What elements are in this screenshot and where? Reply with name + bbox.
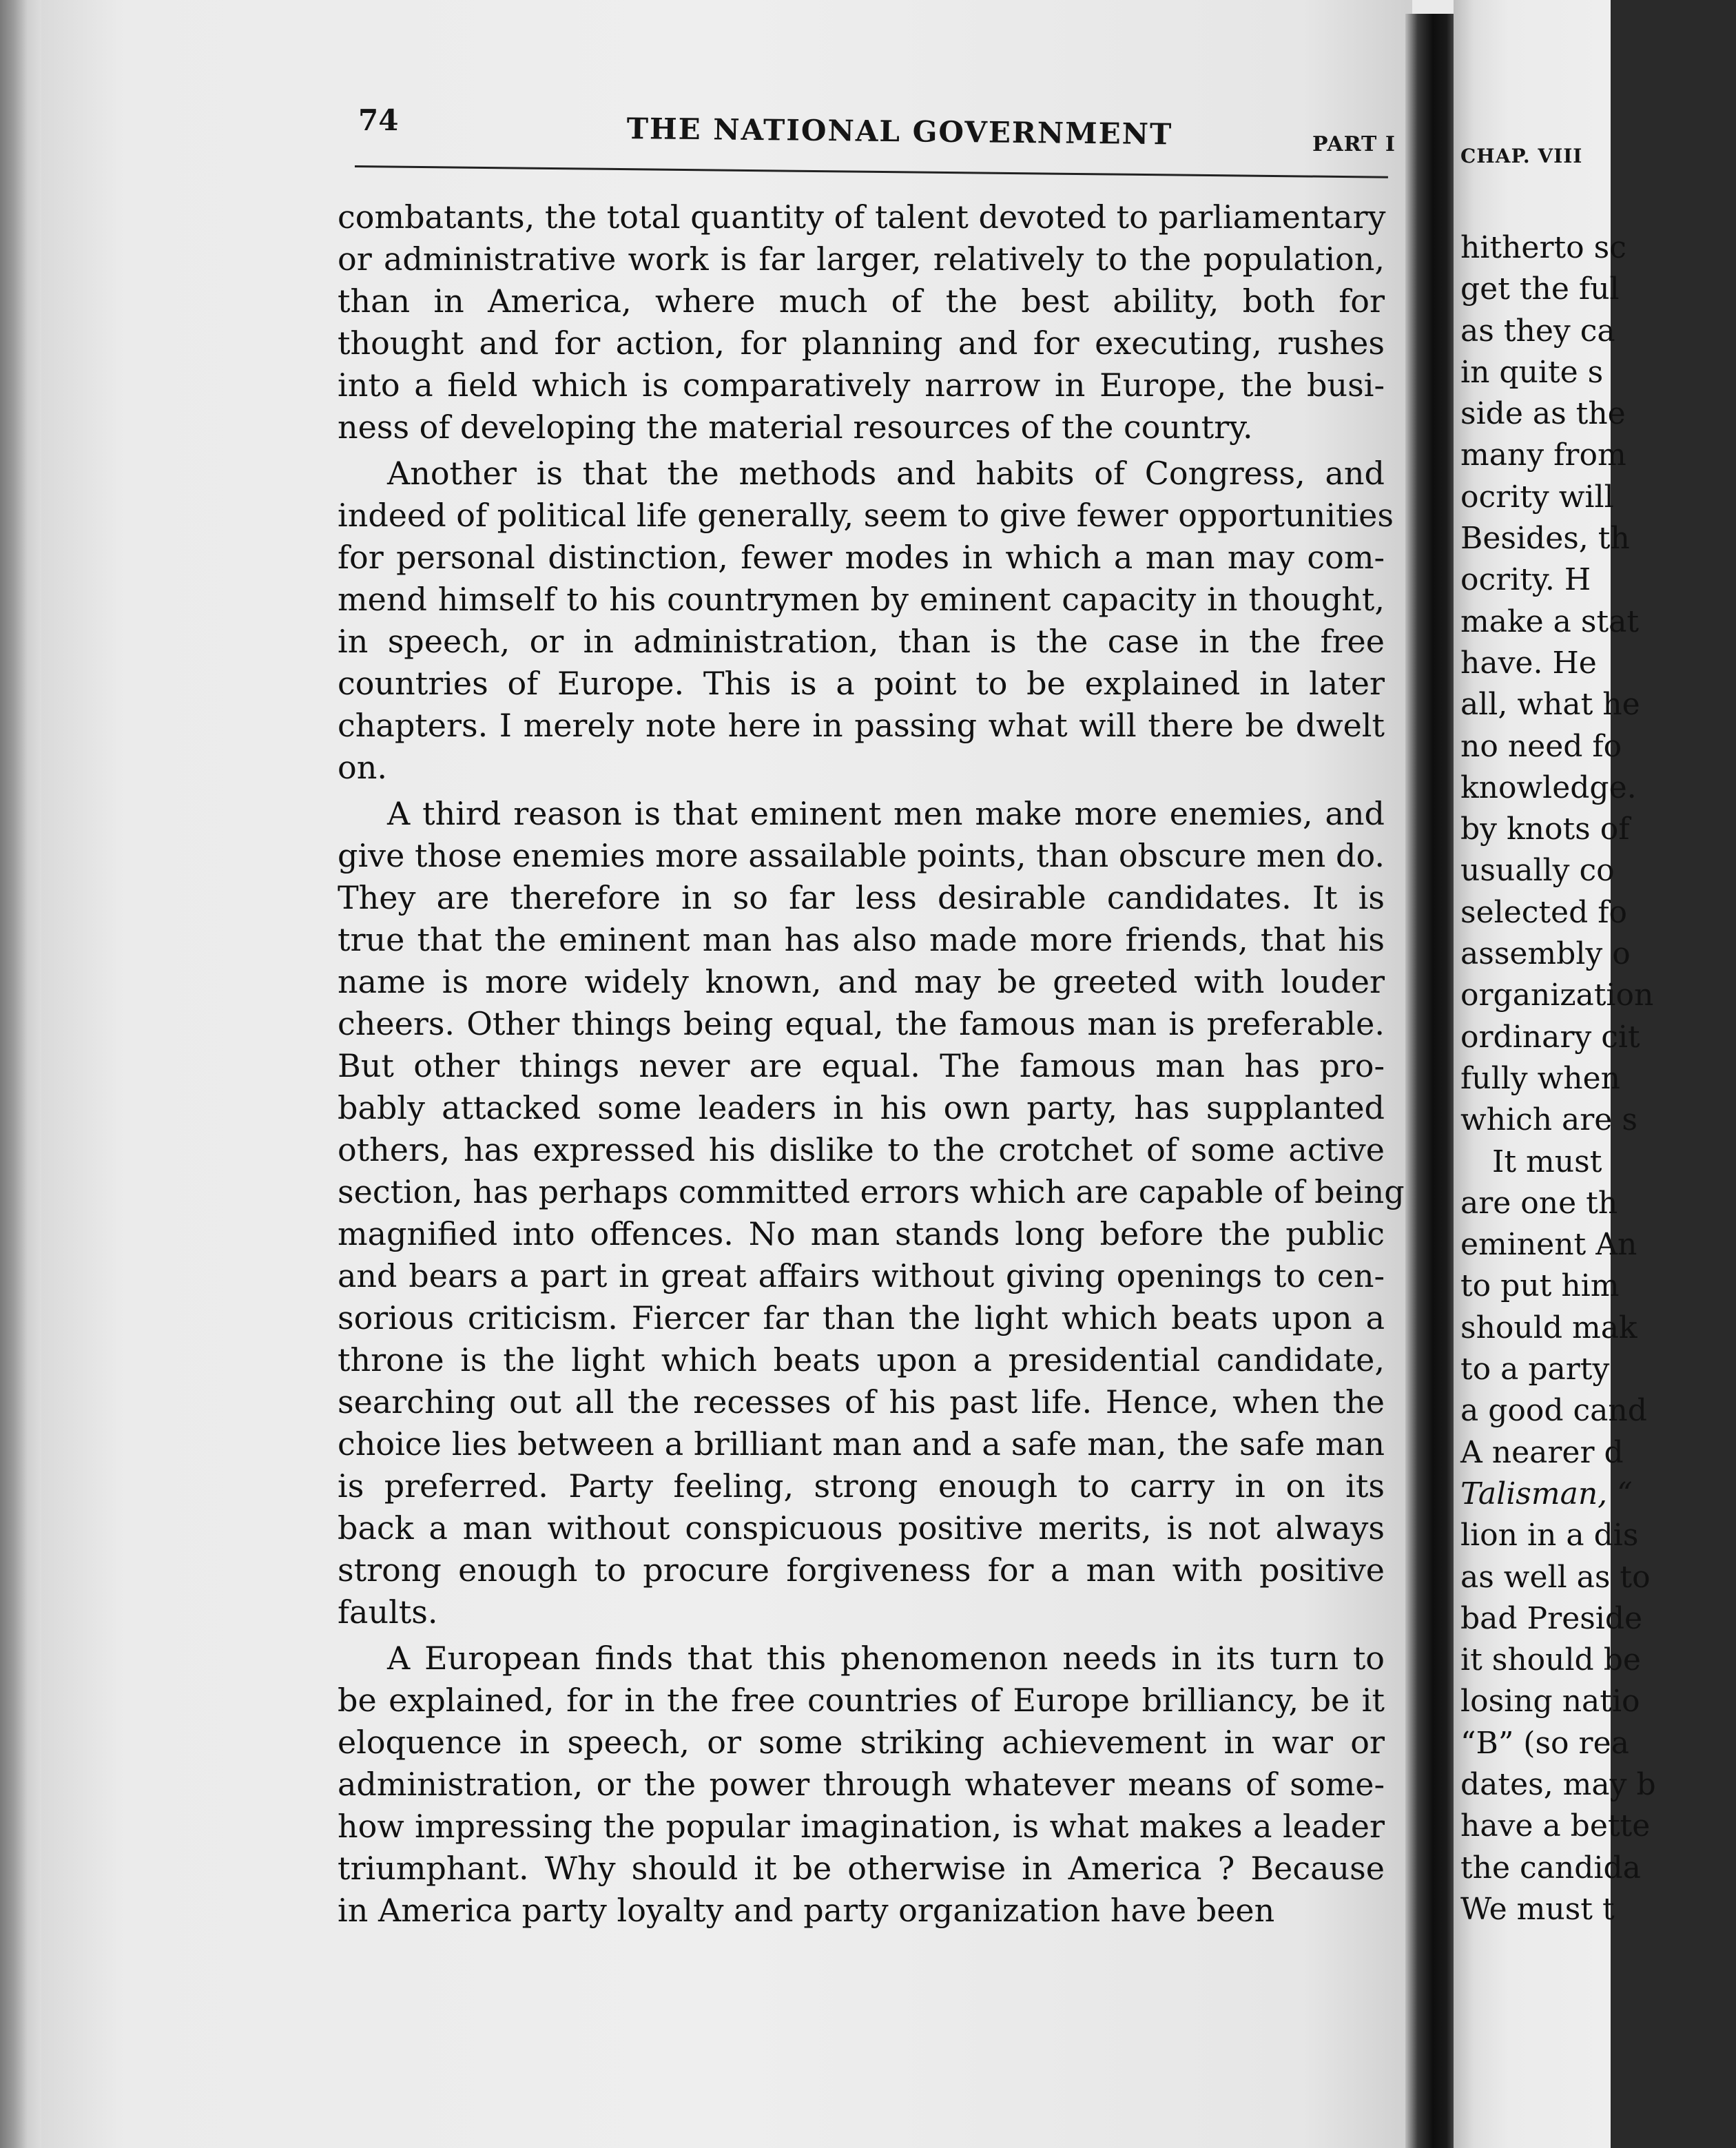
book-gutter [1405, 14, 1460, 2148]
text-line: on. [338, 749, 387, 786]
paragraph [338, 453, 1394, 789]
text-line: eloquence in speech, or some striking achievement in war or [338, 1724, 1385, 1761]
text-line: A third reason is that eminent men make more enemies, and [387, 795, 1385, 832]
text-line: Another is that the methods and habits of Congress, and [387, 455, 1385, 492]
text-line: true that the eminent man has also made more friends, that his [338, 921, 1385, 958]
right-text-line: ordinary cit [1460, 1019, 1640, 1055]
paragraph [338, 793, 1405, 1633]
right-text-line: ocrity will [1460, 479, 1614, 515]
right-text-line: the candida [1460, 1850, 1641, 1886]
right-text-line: all, what he [1460, 687, 1640, 723]
text-line: administration, or the power through whatever means of some- [338, 1766, 1385, 1803]
text-line: ness of developing the material resources of the country. [338, 409, 1253, 446]
right-text-line: side as the [1460, 396, 1626, 432]
right-text-line: usually co [1460, 853, 1615, 889]
text-line: A European finds that this phenomenon needs in its turn to [387, 1640, 1385, 1677]
right-text-line: lion in a dis [1460, 1518, 1639, 1553]
right-text-line: many from [1460, 437, 1626, 473]
text-line: searching out all the recesses of his past life. Hence, when the [338, 1383, 1385, 1421]
text-line: strong enough to procure forgiveness for a man with positive [338, 1551, 1385, 1589]
text-line: others, has expressed his dislike to the crotchet of some active [338, 1131, 1385, 1168]
right-text-line: assembly o [1460, 936, 1631, 972]
text-line: throne is the light which beats upon a presidential candidate, [338, 1341, 1385, 1378]
right-text-line: selected fo [1460, 894, 1628, 930]
right-text-line: ocrity. H [1460, 562, 1591, 598]
paragraph [338, 1638, 1385, 1932]
right-text-line: by knots of [1460, 812, 1630, 847]
right-text-line: hitherto sc [1460, 230, 1626, 265]
right-text-line: losing natio [1460, 1684, 1640, 1720]
text-line: combatants, the total quantity of talent devoted to parliamentary [338, 198, 1386, 236]
text-line: name is more widely known, and may be greeted with louder [338, 963, 1385, 1000]
right-text-line: get the ful [1460, 271, 1620, 307]
text-line: and bears a part in great affairs without giving openings to cen- [338, 1257, 1385, 1294]
text-line: how impressing the popular imagination, is what makes a leader [338, 1808, 1385, 1845]
page-number: 74 [358, 103, 399, 137]
text-line: for personal distinction, fewer modes in which a man may com- [338, 539, 1385, 576]
text-line: faults. [338, 1593, 438, 1631]
text-line: back a man without conspicuous positive merits, is not always [338, 1509, 1385, 1547]
right-text-line: it should be [1460, 1642, 1641, 1678]
text-line: countries of Europe. This is a point to be explained in later [338, 665, 1385, 702]
right-text-line: to a party [1460, 1352, 1610, 1387]
text-line: into a field which is comparatively narrow in Europe, the busi- [338, 366, 1385, 404]
text-line: than in America, where much of the best ability, both for [338, 282, 1385, 320]
text-line: bably attacked some leaders in his own party, has supplanted [338, 1089, 1385, 1126]
paragraph [338, 196, 1385, 448]
text-line: is preferred. Party feeling, strong enough to carry in on its [338, 1467, 1385, 1505]
right-text-line: dates, may b [1460, 1766, 1656, 1802]
right-text-line: Besides, th [1460, 521, 1630, 557]
left-page-text [338, 196, 1405, 1936]
right-text-line: It must [1492, 1144, 1602, 1179]
right-text-line: are one th [1460, 1185, 1618, 1221]
right-text-line: have. He [1460, 645, 1597, 681]
right-text-line [1460, 1474, 1736, 1515]
text-line: in speech, or in administration, than is the case in the free [338, 623, 1385, 660]
text-line: cheers. Other things being equal, the famous man is preferable. [338, 1005, 1385, 1042]
right-text-line: in quite s [1460, 354, 1604, 390]
running-head: THE NATIONAL GOVERNMENT [626, 112, 1173, 152]
text-line: chapters. I merely note here in passing what will there be dwelt [338, 707, 1385, 744]
right-text-line: should mak [1460, 1310, 1637, 1345]
text-line: be explained, for in the free countries of Europe brilliancy, be it [338, 1682, 1385, 1719]
text-line: They are therefore in so far less desirable candidates. It is [338, 879, 1385, 916]
text-line: or administrative work is far larger, relatively to the population, [338, 240, 1385, 278]
right-text-line: as well as to [1460, 1559, 1651, 1595]
right-text-line: no need fo [1460, 728, 1622, 764]
right-text-line: eminent An [1460, 1227, 1637, 1263]
text-line: triumphant. Why should it be otherwise in America ? Because [338, 1850, 1385, 1887]
text-line: section, has perhaps committed errors which are capable of being [338, 1173, 1405, 1210]
right-text-line: have a bette [1460, 1808, 1651, 1844]
text-line: choice lies between a brilliant man and a safe man, the safe man [338, 1425, 1385, 1463]
text-line: But other things never are equal. The famous man has pro- [338, 1047, 1385, 1084]
text-line: give those enemies more assailable points, than obscure men do. [338, 837, 1385, 874]
right-text-line: bad Preside [1460, 1600, 1643, 1636]
right-text-line: We must t [1460, 1891, 1615, 1927]
text-line: mend himself to his countrymen by eminent capacity in thought, [338, 581, 1385, 618]
right-page-text [1460, 227, 1736, 1930]
right-text-line: which are s [1460, 1102, 1637, 1138]
right-text-line: to put him [1460, 1268, 1620, 1304]
right-text-line: fully when [1460, 1060, 1620, 1096]
text-line: in America party loyalty and party organization have been [338, 1892, 1275, 1929]
italic-title: Talisman, “ [1460, 1476, 1633, 1511]
right-text-line: make a stat [1460, 603, 1640, 639]
right-text-line: a good cand [1460, 1393, 1647, 1429]
right-text-line: “B” (so rea [1460, 1725, 1629, 1761]
text-line: indeed of political life generally, seem to give fewer opportunities [338, 497, 1394, 534]
right-text-line: as they ca [1460, 313, 1615, 349]
text-line: sorious criticism. Fiercer far than the light which beats upon a [338, 1299, 1385, 1336]
right-page-chapter-label: CHAP. VIII [1460, 145, 1583, 167]
text-line: magnified into offences. No man stands long before the public [338, 1215, 1385, 1252]
right-text-line: A nearer d [1460, 1434, 1624, 1470]
part-label: PART I [1312, 132, 1396, 156]
right-text-line: knowledge. [1460, 770, 1637, 805]
right-text-line: organization [1460, 978, 1654, 1013]
text-line: thought and for action, for planning and for executing, rushes [338, 324, 1385, 362]
